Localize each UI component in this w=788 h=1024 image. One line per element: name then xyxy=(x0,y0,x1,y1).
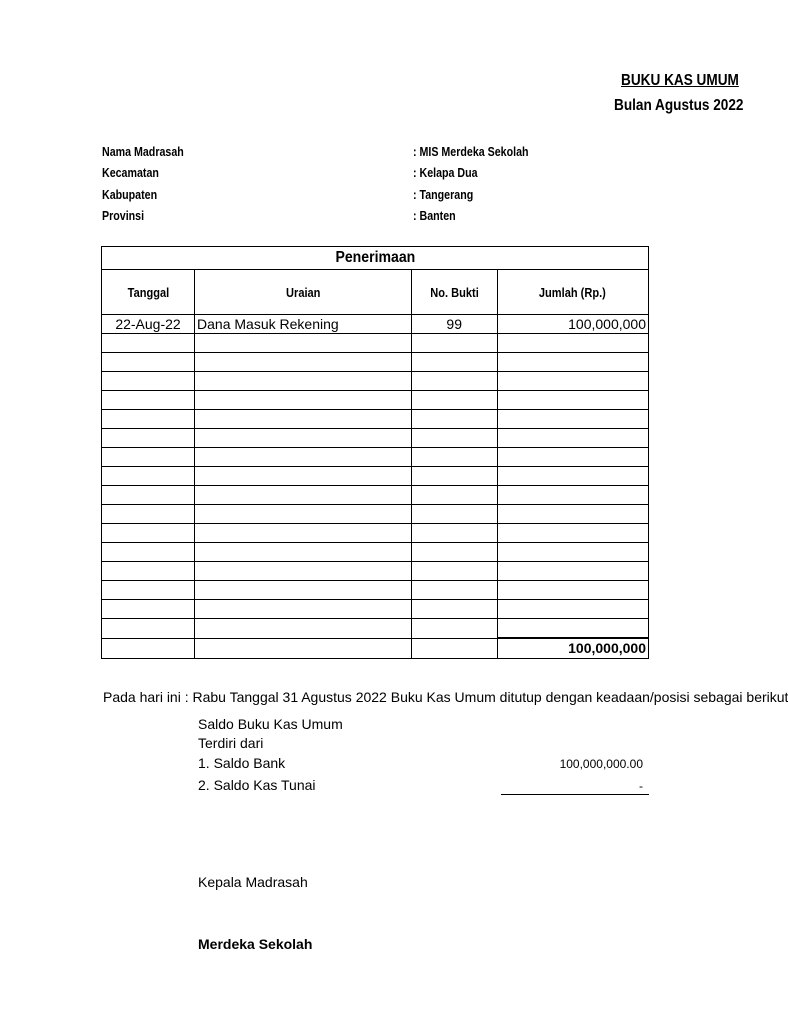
table-row xyxy=(102,600,649,619)
cell-date xyxy=(102,543,195,562)
info-label: Nama Madrasah xyxy=(102,144,184,159)
summary-balance-label: Saldo Buku Kas Umum xyxy=(198,716,343,732)
cell-ref xyxy=(411,619,497,639)
signature-name: Merdeka Sekolah xyxy=(198,936,313,952)
cell-amount xyxy=(497,353,648,372)
table-row xyxy=(102,334,649,353)
table-row xyxy=(102,467,649,486)
cell-amount xyxy=(497,505,648,524)
cell-ref xyxy=(411,524,497,543)
cell-date xyxy=(102,562,195,581)
cell-date xyxy=(102,410,195,429)
column-header-label: No. Bukti xyxy=(429,284,479,300)
cell-description xyxy=(195,372,412,391)
cell-ref xyxy=(411,391,497,410)
cell-ref xyxy=(411,429,497,448)
cell-amount xyxy=(497,562,648,581)
cell-amount xyxy=(497,410,648,429)
cell-description xyxy=(195,410,412,429)
table-row xyxy=(102,562,649,581)
cell-amount xyxy=(497,467,648,486)
total-empty-cell xyxy=(102,638,195,659)
cell-ref xyxy=(411,448,497,467)
total-amount: 100,000,000 xyxy=(497,638,648,659)
table-row xyxy=(102,372,649,391)
summary-consists-label: Terdiri dari xyxy=(198,735,264,751)
cell-ref xyxy=(411,486,497,505)
cell-description xyxy=(195,334,412,353)
table-row xyxy=(102,429,649,448)
table-group-header xyxy=(102,247,649,270)
info-value: : Kelapa Dua xyxy=(413,165,478,180)
column-header-label: Uraian xyxy=(285,284,321,300)
table-row xyxy=(102,619,649,639)
document-title: BUKU KAS UMUM xyxy=(621,72,739,89)
table-row xyxy=(102,505,649,524)
cell-date xyxy=(102,600,195,619)
cell-description xyxy=(195,600,412,619)
cell-description xyxy=(195,562,412,581)
cell-amount xyxy=(497,429,648,448)
cell-description xyxy=(195,581,412,600)
column-header-label: Jumlah (Rp.) xyxy=(539,284,607,300)
cell-ref: 99 xyxy=(411,315,497,334)
cell-date xyxy=(102,448,195,467)
info-label: Kecamatan xyxy=(102,165,159,180)
info-value: : Tangerang xyxy=(413,187,474,202)
table-row xyxy=(102,486,649,505)
cell-date xyxy=(102,391,195,410)
cell-ref xyxy=(411,410,497,429)
cell-amount: 100,000,000 xyxy=(497,315,648,334)
cell-date xyxy=(102,619,195,639)
total-empty-cell xyxy=(411,638,497,659)
cell-date xyxy=(102,372,195,391)
cell-date xyxy=(102,353,195,372)
table-row xyxy=(102,315,649,334)
summary-item-value: - xyxy=(639,779,643,793)
cell-amount xyxy=(497,372,648,391)
cell-ref xyxy=(411,581,497,600)
table-group-header-label: Penerimaan xyxy=(335,249,415,266)
column-header-description xyxy=(195,270,412,315)
cell-ref xyxy=(411,467,497,486)
table-row xyxy=(102,410,649,429)
summary-item-value: 100,000,000.00 xyxy=(559,757,643,771)
cell-amount xyxy=(497,524,648,543)
cell-description xyxy=(195,505,412,524)
cell-date xyxy=(102,524,195,543)
summary-item-label: 2. Saldo Kas Tunai xyxy=(198,777,316,793)
ledger-table xyxy=(101,246,649,659)
table-row xyxy=(102,524,649,543)
cell-description xyxy=(195,429,412,448)
cell-ref xyxy=(411,562,497,581)
cell-ref xyxy=(411,372,497,391)
cell-amount xyxy=(497,486,648,505)
cell-ref xyxy=(411,334,497,353)
cell-amount xyxy=(497,543,648,562)
table-row xyxy=(102,391,649,410)
cell-description xyxy=(195,524,412,543)
cell-description xyxy=(195,486,412,505)
cell-amount xyxy=(497,619,648,639)
summary-item-label: 1. Saldo Bank xyxy=(198,755,286,771)
cell-ref xyxy=(411,505,497,524)
cell-ref xyxy=(411,600,497,619)
column-header-label: Tanggal xyxy=(127,284,169,300)
total-empty-cell xyxy=(195,638,412,659)
table-row xyxy=(102,448,649,467)
table-row xyxy=(102,543,649,562)
signature-role: Kepala Madrasah xyxy=(198,874,308,890)
summary-underline xyxy=(501,794,649,795)
cell-date xyxy=(102,429,195,448)
table-total-row xyxy=(102,638,649,659)
cell-amount xyxy=(497,581,648,600)
cell-date xyxy=(102,505,195,524)
column-header-amount xyxy=(497,270,648,315)
column-header-ref xyxy=(411,270,497,315)
summary-item xyxy=(198,777,649,793)
cell-amount xyxy=(497,600,648,619)
table-row xyxy=(102,353,649,372)
cell-description: Dana Masuk Rekening xyxy=(195,315,412,334)
cell-description xyxy=(195,448,412,467)
cell-description xyxy=(195,619,412,639)
cell-ref xyxy=(411,543,497,562)
cell-amount xyxy=(497,334,648,353)
cell-description xyxy=(195,353,412,372)
cell-date xyxy=(102,486,195,505)
info-label: Provinsi xyxy=(102,208,145,223)
cell-date xyxy=(102,581,195,600)
cell-amount xyxy=(497,391,648,410)
cell-description xyxy=(195,467,412,486)
info-value: : MIS Merdeka Sekolah xyxy=(413,144,529,159)
cell-date xyxy=(102,334,195,353)
table-row xyxy=(102,581,649,600)
cell-amount xyxy=(497,448,648,467)
cell-date xyxy=(102,467,195,486)
cell-description xyxy=(195,543,412,562)
closing-statement: Pada hari ini : Rabu Tanggal 31 Agustus 2022 Buku Kas Umum ditutup dengan keadaan/posisi sebagai berikut xyxy=(103,689,788,705)
info-value: : Banten xyxy=(413,208,456,223)
cell-ref xyxy=(411,353,497,372)
cell-description xyxy=(195,391,412,410)
cell-date: 22-Aug-22 xyxy=(102,315,195,334)
info-label: Kabupaten xyxy=(102,187,158,202)
document-subtitle: Bulan Agustus 2022 xyxy=(614,97,744,114)
column-header-date xyxy=(102,270,195,315)
summary-item xyxy=(198,755,649,771)
